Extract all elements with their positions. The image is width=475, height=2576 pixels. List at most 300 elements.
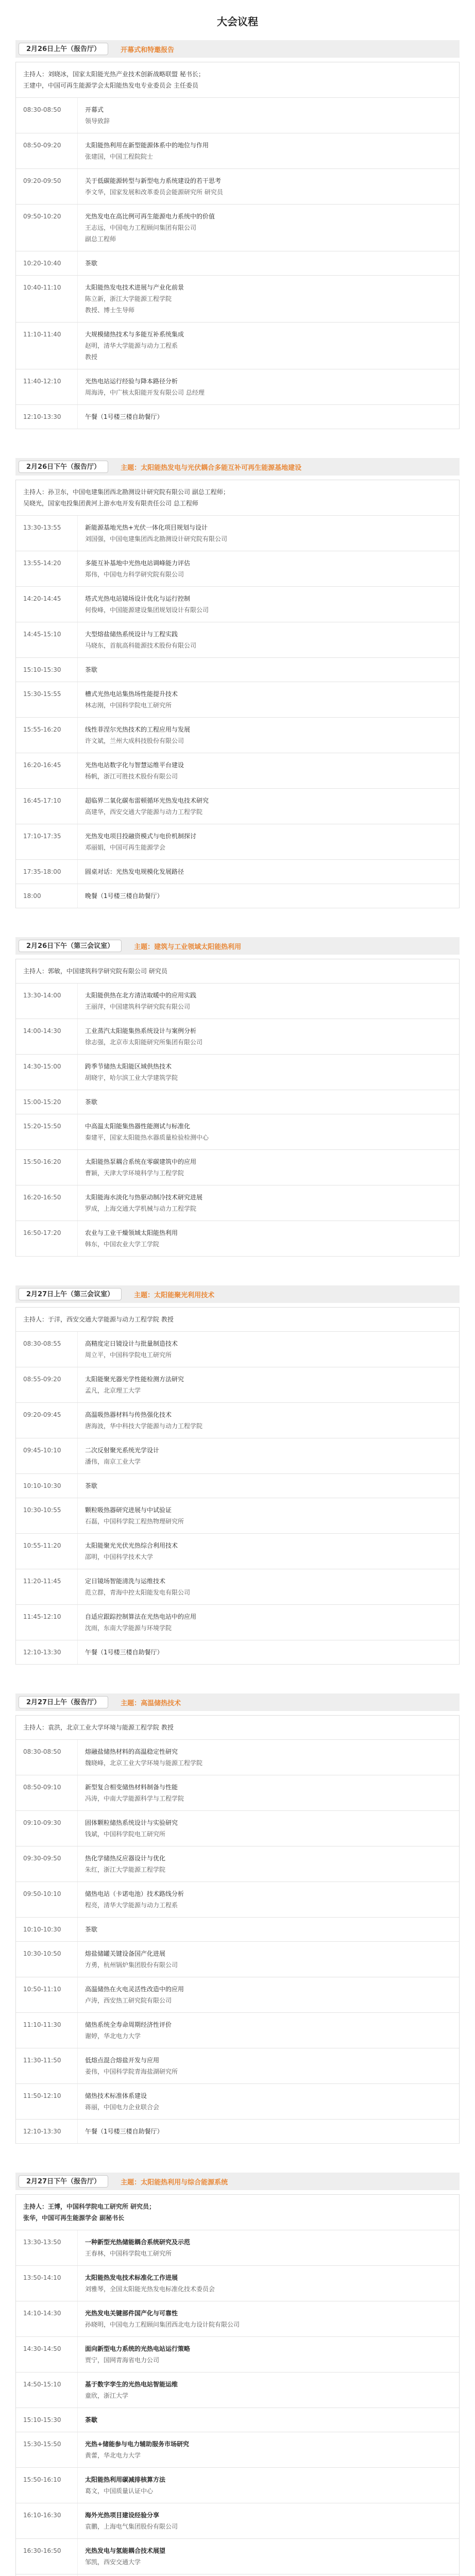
agenda-row — [16, 1474, 459, 1498]
agenda-item-detail: 林志刚，中国科学院电工研究所 — [85, 702, 172, 709]
agenda-item-detail: 童欣，浙江大学 — [85, 2392, 129, 2399]
session-header — [15, 1693, 460, 1711]
agenda-item-title: 茶歇 — [85, 2416, 98, 2424]
agenda-row — [16, 753, 459, 789]
agenda-item-title: 太阳能热利用碳减排核算方法 — [85, 2476, 166, 2483]
agenda-row — [16, 1090, 459, 1114]
host-line: 主持人：郭敏，中国建筑科学研究院有限公司 研究员 — [23, 968, 167, 975]
agenda-item-title: 茶歇 — [85, 1482, 98, 1489]
agenda-item-title: 光热发电在高比例可再生能源电力系统中的价值 — [85, 213, 215, 220]
agenda-item-detail: 秦建平，国家太阳能热水器质量检验检测中心 — [85, 1134, 209, 1141]
agenda-time: 10:50-11:10 — [16, 1977, 78, 2012]
agenda-row — [16, 1811, 459, 1846]
agenda-row — [16, 1640, 459, 1665]
agenda-row — [16, 2408, 459, 2432]
agenda-time: 15:10-15:30 — [16, 658, 78, 682]
agenda-time: 14:50-15:10 — [16, 2372, 78, 2408]
agenda-item — [78, 1775, 459, 1810]
agenda-item-title: 太阳能供热在北方清洁取暖中的应用实践 — [85, 992, 197, 999]
agenda-time: 15:20-15:50 — [16, 1114, 78, 1149]
agenda-item — [78, 789, 459, 824]
agenda-time: 16:50-17:20 — [16, 1221, 78, 1256]
agenda-item-title: 槽式光热电站集热场性能提升技术 — [85, 690, 178, 698]
agenda-item — [78, 369, 459, 404]
agenda-item — [78, 884, 459, 908]
session-header — [15, 40, 460, 58]
agenda-row — [16, 551, 459, 587]
agenda-time: 09:45-10:10 — [16, 1438, 78, 1473]
host-row — [16, 959, 459, 984]
agenda-time: 17:35-18:00 — [16, 860, 78, 884]
agenda-item-detail: 胡晓宇，哈尔滨工业大学建筑学院 — [85, 1074, 178, 1081]
agenda-row — [16, 789, 459, 824]
agenda-row — [16, 1438, 459, 1474]
agenda-row — [16, 251, 459, 276]
agenda-item-title: 熔盐储罐关键设备国产化进展 — [85, 1950, 166, 1957]
session-theme: 主题：太阳能聚光利用技术 — [134, 1291, 215, 1299]
agenda-time: 11:45-12:10 — [16, 1605, 78, 1640]
agenda-item-title: 关于低碳能源转型与新型电力系统建设的若干思考 — [85, 177, 222, 184]
agenda-item-detail: 罗成，上海交通大学机械与动力工程学院 — [85, 1205, 197, 1212]
host-row — [16, 1308, 459, 1332]
agenda-item-title: 光热电站运行经验与降本路径分析 — [85, 378, 178, 385]
agenda-item-title: 光热+储能参与电力辅助服务市场研究 — [85, 2441, 190, 2448]
agenda-item-title: 海外光热项目建设经验分享 — [85, 2512, 160, 2519]
agenda-item — [78, 1019, 459, 1054]
session-block — [15, 937, 460, 1257]
agenda-item-detail: 副总工程师 — [85, 235, 116, 243]
session-date-label: 2月27日下午（报告厅） — [19, 2175, 108, 2188]
agenda-item-title: 太阳能聚光器光学性能检测方法研究 — [85, 1376, 184, 1383]
agenda-item-detail: 方勇，杭州锅炉集团股份有限公司 — [85, 1961, 178, 1969]
agenda-item — [78, 2408, 459, 2432]
agenda-item — [78, 1150, 459, 1185]
session-header — [15, 937, 460, 955]
host-line: 主持人：刘晓冰，国家太阳能光热产业技术创新战略联盟 秘书长； — [23, 71, 205, 78]
agenda-row — [16, 1221, 459, 1257]
agenda-item-title: 热化学储热反应器设计与优化 — [85, 1855, 166, 1862]
agenda-item-title: 太阳能海水淡化与热驱动制冷技术研究进展 — [85, 1194, 203, 1201]
agenda-item-title: 高温吸热器材料与传热强化技术 — [85, 1411, 172, 1418]
agenda-row — [16, 860, 459, 884]
agenda-item-detail: 马晓东，首航高科能源技术股份有限公司 — [85, 642, 197, 649]
agenda-item-title: 大规模储热技术与多能互补系统集成 — [85, 331, 184, 338]
agenda-item — [78, 1846, 459, 1882]
agenda-time: 09:20-09:45 — [16, 1403, 78, 1438]
agenda-time: 11:20-11:45 — [16, 1569, 78, 1604]
agenda-item-detail: 刘雅琴，全国太阳能光热发电标准化技术委员会 — [85, 2285, 215, 2293]
agenda-item — [78, 1367, 459, 1402]
agenda-item-detail: 钱斌，中国科学院电工研究所 — [85, 1831, 166, 1838]
agenda-row — [16, 2539, 459, 2574]
agenda-row — [16, 1403, 459, 1438]
agenda-item-title: 基于数字孪生的光热电站智能运维 — [85, 2381, 178, 2388]
agenda-row — [16, 2230, 459, 2266]
agenda-row — [16, 1605, 459, 1640]
agenda-item-detail: 姜伟，中国科学院青海盐湖研究所 — [85, 2068, 178, 2075]
agenda-item-title: 晚餐（1号楼三楼自助餐厅） — [85, 892, 163, 900]
agenda-item-detail: 教授、博士生导师 — [85, 307, 135, 314]
agenda-item-title: 固体颗粒储热系统设计与实验研究 — [85, 1819, 178, 1826]
agenda-time: 13:55-14:20 — [16, 551, 78, 586]
agenda-time: 15:50-16:20 — [16, 1150, 78, 1185]
agenda-item-title: 低熔点混合熔盐开发与应用 — [85, 2057, 160, 2064]
agenda-item-title: 二次反射聚光系统光学设计 — [85, 1447, 160, 1454]
agenda-item-detail: 王丽萍，中国建筑科学研究院有限公司 — [85, 1003, 191, 1010]
agenda-time: 09:10-09:30 — [16, 1811, 78, 1846]
session-theme: 主题：太阳能热发电与光伏耦合多能互补可再生能源基地建设 — [121, 464, 302, 472]
agenda-time: 09:50-10:10 — [16, 1882, 78, 1917]
agenda-item-title: 光热发电关键部件国产化与可靠性 — [85, 2310, 178, 2317]
agenda-row — [16, 1942, 459, 1977]
agenda-time: 18:00 — [16, 884, 78, 908]
agenda-item — [78, 1977, 459, 2012]
session-theme: 主题：高温储热技术 — [121, 1699, 181, 1707]
agenda-time: 12:10-13:30 — [16, 1640, 78, 1664]
agenda-time: 09:30-09:50 — [16, 1846, 78, 1882]
agenda-time: 16:10-16:30 — [16, 2503, 78, 2538]
agenda-row — [16, 2266, 459, 2301]
agenda-item-title: 新能源基地光热+光伏一体化项目规划与设计 — [85, 524, 208, 531]
agenda-item-detail: 魏晓峰，北京工业大学环境与能源工程学院 — [85, 1759, 203, 1767]
agenda-item-title: 茶歇 — [85, 260, 98, 267]
agenda-item-detail: 黄蕾，华北电力大学 — [85, 2452, 141, 2459]
agenda-item — [78, 251, 459, 275]
agenda-item-title: 茶歇 — [85, 1098, 98, 1106]
agenda-item — [78, 323, 459, 369]
agenda-item — [78, 2432, 459, 2467]
agenda-row — [16, 323, 459, 369]
agenda-item-detail: 范立群，青海中控太阳能发电有限公司 — [85, 1589, 191, 1596]
agenda-item — [78, 1114, 459, 1149]
host-content — [16, 1716, 459, 1739]
agenda-row — [16, 1150, 459, 1185]
agenda-list — [15, 40, 460, 2576]
agenda-item — [78, 1569, 459, 1604]
host-row — [16, 62, 459, 98]
host-line: 主持人：于洋，西安交通大学能源与动力工程学院 教授 — [23, 1316, 174, 1323]
agenda-row — [16, 2503, 459, 2539]
agenda-item-title: 超临界二氧化碳布雷顿循环光热发电技术研究 — [85, 797, 209, 804]
agenda-item — [78, 98, 459, 133]
agenda-row — [16, 1332, 459, 1367]
agenda-item-title: 高精度定日镜设计与批量制造技术 — [85, 1340, 178, 1347]
agenda-time: 11:10-11:30 — [16, 2013, 78, 2048]
agenda-time: 13:30-14:00 — [16, 984, 78, 1019]
agenda-item-detail: 王志远，中国电力工程顾问集团有限公司 — [85, 224, 197, 231]
agenda-time: 14:30-15:00 — [16, 1055, 78, 1090]
agenda-item — [78, 622, 459, 657]
agenda-row — [16, 824, 459, 860]
agenda-row — [16, 1918, 459, 1942]
agenda-time: 14:10-14:30 — [16, 2301, 78, 2336]
agenda-item-detail: 张建国，中国工程院院士 — [85, 153, 154, 160]
agenda-time: 15:30-15:50 — [16, 2432, 78, 2467]
session-date-label: 2月27日上午（第三会议室） — [19, 1288, 122, 1300]
agenda-row — [16, 516, 459, 551]
agenda-item-title: 自适应跟踪控制算法在光热电站中的应用 — [85, 1613, 197, 1620]
agenda-item-detail: 葛文，中国质量认证中心 — [85, 2487, 154, 2495]
agenda-item — [78, 1534, 459, 1569]
agenda-item — [78, 2013, 459, 2048]
host-content — [16, 959, 459, 983]
host-line: 主持人：孙卫东，中国电建集团西北勘测设计研究院有限公司 副总工程师； — [23, 488, 229, 496]
agenda-time: 11:30-11:50 — [16, 2048, 78, 2083]
agenda-item-title: 午餐（1号楼三楼自助餐厅） — [85, 413, 163, 420]
agenda-item — [78, 2084, 459, 2119]
session-date-label: 2月26日下午（报告厅） — [19, 461, 108, 473]
agenda-time: 15:55-16:20 — [16, 718, 78, 753]
agenda-row — [16, 622, 459, 658]
agenda-time: 13:50-14:10 — [16, 2266, 78, 2301]
agenda-table — [15, 480, 460, 908]
agenda-item — [78, 2468, 459, 2503]
agenda-item-detail: 贾宁，国网青海省电力公司 — [85, 2357, 160, 2364]
agenda-item-detail: 邓丽娟，中国可再生能源学会 — [85, 844, 166, 851]
agenda-item-title: 定日镜场智能清洗与运维技术 — [85, 1578, 166, 1585]
agenda-item — [78, 1221, 459, 1256]
agenda-item — [78, 2372, 459, 2408]
agenda-item — [78, 984, 459, 1019]
agenda-row — [16, 2337, 459, 2372]
session-header — [15, 1285, 460, 1303]
agenda-time: 10:10-10:30 — [16, 1918, 78, 1941]
agenda-item — [78, 516, 459, 551]
host-line: 主持人：王博，中国科学院电工研究所 研究员； — [23, 2203, 156, 2210]
agenda-time: 15:50-16:10 — [16, 2468, 78, 2503]
agenda-item-title: 多能互补基地中光热电站调峰能力评估 — [85, 560, 191, 567]
agenda-item-detail: 教授 — [85, 353, 98, 361]
agenda-time: 08:55-09:20 — [16, 1367, 78, 1402]
agenda-time: 14:30-14:50 — [16, 2337, 78, 2372]
session-theme: 开幕式和特邀报告 — [121, 46, 175, 54]
agenda-row — [16, 98, 459, 133]
agenda-item — [78, 1055, 459, 1090]
session-block — [15, 1285, 460, 1665]
agenda-item — [78, 682, 459, 717]
agenda-row — [16, 1367, 459, 1403]
agenda-item-title: 光热电站数字化与智慧运维平台建设 — [85, 761, 184, 769]
agenda-table — [15, 1715, 460, 2144]
agenda-item-title: 太阳能聚光光伏光热综合利用技术 — [85, 1542, 178, 1549]
agenda-row — [16, 658, 459, 682]
agenda-time: 11:50-12:10 — [16, 2084, 78, 2119]
agenda-table — [15, 959, 460, 1257]
agenda-time: 16:45-17:10 — [16, 789, 78, 824]
agenda-item-title: 太阳能热发电技术进展与产业化前景 — [85, 284, 184, 291]
agenda-time: 13:30-13:50 — [16, 2230, 78, 2265]
agenda-item-detail: 高建华，西安交通大学能源与动力工程学院 — [85, 808, 203, 816]
agenda-item — [78, 2301, 459, 2336]
agenda-item-title: 圆桌对话：光热发电规模化发展路径 — [85, 868, 184, 875]
agenda-time: 08:30-08:50 — [16, 98, 78, 133]
host-row — [16, 1716, 459, 1740]
agenda-item-detail: 邵明，中国科学技术大学 — [85, 1553, 154, 1561]
agenda-item — [78, 1811, 459, 1846]
agenda-time: 11:10-11:40 — [16, 323, 78, 369]
agenda-row — [16, 2372, 459, 2408]
host-content — [16, 480, 459, 515]
agenda-item-detail: 唐海波，华中科技大学能源与动力工程学院 — [85, 1422, 203, 1430]
agenda-item-detail: 王春林，中国科学院电工研究所 — [85, 2250, 172, 2257]
agenda-item-title: 中高温太阳能集热器性能测试与标准化 — [85, 1123, 191, 1130]
agenda-item-title: 农业与工业干燥领域太阳能热利用 — [85, 1229, 178, 1236]
agenda-item — [78, 276, 459, 322]
agenda-item-detail: 孟凡，北京理工大学 — [85, 1387, 141, 1394]
agenda-item — [78, 2539, 459, 2574]
agenda-item-detail: 郑伟，中国电力科学研究院有限公司 — [85, 571, 184, 578]
session-header — [15, 458, 460, 476]
agenda-item-title: 午餐（1号楼三楼自助餐厅） — [85, 2128, 163, 2135]
agenda-item — [78, 860, 459, 884]
agenda-table — [15, 1307, 460, 1665]
agenda-item-title: 高温储热在火电灵活性改造中的应用 — [85, 1986, 184, 1993]
agenda-time: 13:30-13:55 — [16, 516, 78, 551]
agenda-item — [78, 1918, 459, 1941]
agenda-item-title: 线性菲涅尔光热技术的工程应用与发展 — [85, 726, 191, 733]
agenda-time: 16:20-16:45 — [16, 753, 78, 788]
agenda-item-detail: 杨帆，浙江可胜技术股份有限公司 — [85, 773, 178, 780]
session-date-label: 2月26日下午（第三会议室） — [19, 940, 122, 952]
agenda-row — [16, 1114, 459, 1150]
session-block — [15, 458, 460, 908]
agenda-row — [16, 2084, 459, 2120]
agenda-item-detail: 潘伟，南京工业大学 — [85, 1458, 141, 1465]
session-header — [15, 2173, 460, 2190]
agenda-row — [16, 1498, 459, 1534]
agenda-time: 15:10-15:30 — [16, 2408, 78, 2432]
agenda-row — [16, 984, 459, 1019]
agenda-row — [16, 1185, 459, 1221]
host-row — [16, 480, 459, 516]
agenda-item-title: 工业蒸汽太阳能集热系统设计与案例分析 — [85, 1027, 197, 1035]
agenda-item-detail: 谢婷，华北电力大学 — [85, 2032, 141, 2040]
agenda-item — [78, 205, 459, 251]
agenda-item — [78, 587, 459, 622]
host-row — [16, 2195, 459, 2230]
agenda-item — [78, 1438, 459, 1473]
agenda-time: 10:20-10:40 — [16, 251, 78, 275]
agenda-item-detail: 陈立新，浙江大学能源工程学院 — [85, 295, 172, 302]
agenda-item-title: 储热系统全寿命周期经济性评价 — [85, 2021, 172, 2028]
agenda-item — [78, 753, 459, 788]
agenda-row — [16, 2013, 459, 2048]
agenda-table — [15, 62, 460, 429]
agenda-item — [78, 718, 459, 753]
agenda-item-title: 光热发电项目投融资模式与电价机制探讨 — [85, 833, 197, 840]
agenda-time: 14:20-14:45 — [16, 587, 78, 622]
agenda-row — [16, 1055, 459, 1090]
agenda-item-title: 太阳能热发电技术标准化工作进展 — [85, 2274, 178, 2281]
agenda-row — [16, 205, 459, 251]
host-content — [16, 2195, 459, 2230]
agenda-time: 08:50-09:20 — [16, 133, 78, 168]
agenda-item-detail: 韩东，中国农业大学工学院 — [85, 1241, 160, 1248]
host-line: 吴晓光，国家电投集团黄河上游水电开发有限责任公司 总工程师 — [23, 500, 198, 507]
agenda-item-detail: 刘国强，中国电建集团西北勘测设计研究院有限公司 — [85, 535, 228, 543]
agenda-time: 12:10-13:30 — [16, 405, 78, 429]
agenda-item-detail: 周立平，中国科学院电工研究所 — [85, 1351, 172, 1359]
agenda-row — [16, 1740, 459, 1775]
agenda-item-detail: 徐志强，北京市太阳能研究所集团有限公司 — [85, 1039, 203, 1046]
agenda-item-title: 储热电站（卡诺电池）技术路线分析 — [85, 1890, 184, 1897]
agenda-item — [78, 2048, 459, 2083]
agenda-item-detail: 卢涛，西安热工研究院有限公司 — [85, 1997, 172, 2004]
agenda-item-detail: 蒋丽，中国电力企业联合会 — [85, 2104, 160, 2111]
session-block — [15, 2173, 460, 2576]
agenda-item — [78, 2503, 459, 2538]
agenda-item-detail: 赵明，清华大学能源与动力工程系 — [85, 342, 178, 349]
agenda-item-detail: 袁鹏，上海电气集团股份有限公司 — [85, 2523, 178, 2530]
agenda-item-title: 午餐（1号楼三楼自助餐厅） — [85, 1649, 163, 1656]
agenda-time: 10:55-11:20 — [16, 1534, 78, 1569]
agenda-row — [16, 2301, 459, 2337]
agenda-item — [78, 1403, 459, 1438]
agenda-item-title: 光热发电与氢能耦合技术展望 — [85, 2547, 166, 2554]
agenda-time: 11:40-12:10 — [16, 369, 78, 404]
agenda-item-title: 颗粒吸热器研究进展与中试验证 — [85, 1506, 172, 1514]
agenda-time: 14:00-14:30 — [16, 1019, 78, 1054]
host-content — [16, 62, 459, 97]
agenda-row — [16, 276, 459, 323]
session-date-label: 2月26日上午（报告厅） — [19, 43, 108, 55]
agenda-row — [16, 718, 459, 753]
agenda-row — [16, 1019, 459, 1055]
agenda-row — [16, 1882, 459, 1918]
agenda-item-detail: 周海涛，中广核太阳能开发有限公司 总经理 — [85, 389, 205, 396]
agenda-item-detail: 领导致辞 — [85, 117, 110, 125]
agenda-item — [78, 1640, 459, 1664]
agenda-item-detail: 沈雨，东南大学能源与环境学院 — [85, 1624, 172, 1632]
agenda-item-detail: 冯涛，中南大学能源科学与工程学院 — [85, 1795, 184, 1802]
agenda-row — [16, 1569, 459, 1605]
agenda-item — [78, 1882, 459, 1917]
agenda-item — [78, 169, 459, 204]
agenda-item — [78, 1474, 459, 1498]
agenda-item-title: 跨季节储热太阳能区域供热技术 — [85, 1063, 172, 1070]
agenda-item-title: 塔式光热电站镜场设计优化与运行控制 — [85, 595, 191, 602]
agenda-time: 16:30-16:50 — [16, 2539, 78, 2574]
session-theme: 主题：太阳能热利用与综合能源系统 — [121, 2178, 228, 2187]
agenda-item — [78, 2120, 459, 2143]
agenda-time: 10:40-11:10 — [16, 276, 78, 322]
agenda-item — [78, 1090, 459, 1114]
agenda-item-title: 新型复合相变储热材料制备与性能 — [85, 1784, 178, 1791]
agenda-time: 16:20-16:50 — [16, 1185, 78, 1221]
agenda-item-detail: 李文华，国家发展和改革委员会能源研究所 研究员 — [85, 189, 223, 196]
agenda-item-detail: 石磊，中国科学院工程热物理研究所 — [85, 1518, 184, 1525]
agenda-item-detail: 孙晓明，中国电力工程顾问集团西北电力设计院有限公司 — [85, 2321, 240, 2328]
agenda-time: 09:50-10:20 — [16, 205, 78, 251]
agenda-item — [78, 1942, 459, 1977]
agenda-time: 10:30-10:50 — [16, 1942, 78, 1977]
agenda-time: 08:30-08:50 — [16, 1740, 78, 1775]
agenda-row — [16, 2432, 459, 2468]
agenda-item-title: 茶歇 — [85, 666, 98, 673]
agenda-item — [78, 1498, 459, 1533]
agenda-row — [16, 2120, 459, 2144]
agenda-row — [16, 169, 459, 205]
agenda-time: 12:10-13:30 — [16, 2120, 78, 2143]
agenda-time: 17:10-17:35 — [16, 824, 78, 859]
agenda-item-title: 大型熔盐储热系统设计与工程实践 — [85, 631, 178, 638]
agenda-item — [78, 551, 459, 586]
agenda-item-detail: 何俊峰，中国能源建设集团规划设计有限公司 — [85, 606, 209, 614]
agenda-item-title: 储热技术标准体系建设 — [85, 2092, 147, 2099]
agenda-row — [16, 133, 459, 169]
agenda-item-detail: 朱红，浙江大学能源工程学院 — [85, 1866, 166, 1873]
agenda-item — [78, 1605, 459, 1640]
